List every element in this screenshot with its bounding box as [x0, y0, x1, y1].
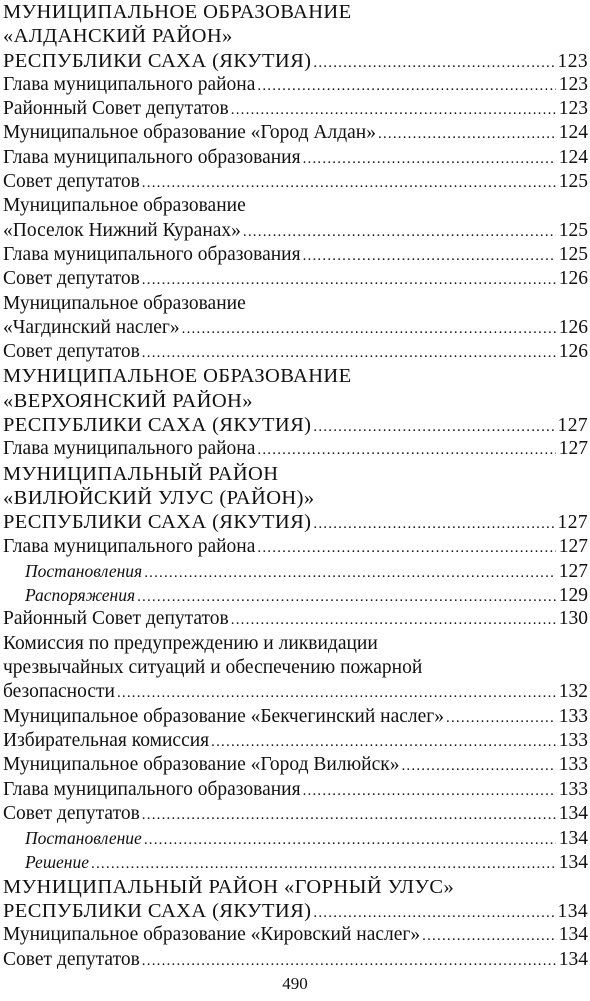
dot-leader	[144, 828, 556, 852]
toc-entry-title: Глава муниципального образования	[3, 243, 301, 265]
toc-entry	[3, 680, 588, 704]
toc-page-number: 133	[558, 729, 588, 751]
dot-leader	[243, 220, 556, 244]
toc-page-number: 134	[558, 924, 588, 946]
toc-entry	[3, 729, 588, 753]
toc-page-number: 126	[558, 341, 588, 363]
dot-leader	[313, 901, 554, 925]
toc-entry	[3, 146, 588, 170]
toc-entry	[3, 437, 588, 461]
toc-entry	[3, 948, 588, 972]
toc-heading-line	[3, 486, 588, 510]
toc-page-number: 127	[557, 512, 588, 534]
toc-entry	[3, 802, 588, 826]
toc-entry	[3, 923, 588, 947]
toc-entry-title: Муниципальное образование	[3, 195, 246, 217]
dot-leader	[257, 74, 555, 98]
toc-page-number: 133	[558, 705, 588, 727]
toc-entry-title: РЕСПУБЛИКИ САХА (ЯКУТИЯ)	[3, 511, 312, 534]
toc-entry-title: Муниципальное образование «Город Алдан»	[3, 122, 376, 144]
toc-entry	[3, 340, 588, 364]
toc-entry-title: РЕСПУБЛИКИ САХА (ЯКУТИЯ)	[3, 49, 312, 72]
toc-page-number: 132	[558, 681, 588, 703]
toc-page-number: 123	[558, 73, 588, 95]
toc-heading-line	[3, 364, 588, 388]
toc-entry-title: «АЛДАНСКИЙ РАЙОН»	[3, 25, 233, 48]
dot-leader	[378, 122, 556, 146]
toc-page-number: 130	[558, 608, 588, 630]
toc-page-number: 129	[558, 585, 588, 607]
toc-entry	[3, 97, 588, 121]
toc-entry-title: Глава муниципального района	[3, 535, 256, 557]
dot-leader	[446, 706, 556, 730]
toc-entry-title: Постановления	[25, 560, 143, 581]
toc-entry	[3, 535, 588, 559]
table-of-contents	[3, 0, 588, 972]
toc-entry-title: МУНИЦИПАЛЬНОЕ ОБРАЗОВАНИЕ	[3, 365, 352, 388]
toc-entry-title: «Чагдинский наслег»	[3, 316, 180, 338]
toc-entry	[3, 73, 588, 97]
dot-leader	[313, 415, 554, 439]
toc-entry	[3, 219, 588, 243]
toc-page-number: 125	[558, 171, 588, 193]
toc-page-number: 133	[558, 778, 588, 800]
dot-leader	[303, 779, 556, 803]
toc-page-number: 134	[558, 802, 588, 824]
toc-page-number: 126	[558, 268, 588, 290]
toc-entry	[3, 267, 588, 291]
toc-entry-title: Решение	[25, 852, 90, 873]
toc-heading-line	[3, 899, 588, 923]
toc-entry-title: Совет депутатов	[3, 171, 140, 193]
toc-entry	[3, 632, 588, 656]
toc-entry-title: Глава муниципального района	[3, 73, 256, 95]
toc-page-number: 127	[558, 560, 588, 582]
toc-heading-line	[3, 49, 588, 73]
toc-entry-title: Постановление	[25, 828, 142, 849]
toc-entry	[3, 170, 588, 194]
dot-leader	[144, 561, 556, 585]
toc-page-number: 125	[558, 243, 588, 265]
toc-subentry	[3, 559, 588, 583]
toc-entry	[3, 121, 588, 145]
toc-page-number: 124	[558, 146, 588, 168]
toc-entry	[3, 607, 588, 631]
toc-entry-title: Муниципальное образование «Город Вилюйск»	[3, 754, 400, 776]
dot-leader	[211, 730, 556, 754]
toc-heading-line	[3, 875, 588, 899]
dot-leader	[422, 924, 556, 948]
dot-leader	[117, 681, 556, 705]
toc-entry	[3, 292, 588, 316]
toc-page-number: 124	[558, 122, 588, 144]
toc-entry-title: РЕСПУБЛИКИ САХА (ЯКУТИЯ)	[3, 899, 312, 922]
toc-subentry	[3, 583, 588, 607]
toc-page-number: 125	[558, 219, 588, 241]
toc-entry-title: МУНИЦИПАЛЬНЫЙ РАЙОН	[3, 462, 279, 485]
toc-entry-title: Совет депутатов	[3, 268, 140, 290]
toc-page-number: 134	[558, 948, 588, 970]
toc-page-number: 126	[558, 316, 588, 338]
toc-entry-title: Глава муниципального образования	[3, 146, 301, 168]
dot-leader	[142, 949, 556, 973]
toc-page-number: 127	[558, 438, 588, 460]
toc-entry-title: Избирательная комиссия	[3, 729, 210, 751]
toc-page-number: 133	[558, 754, 588, 776]
toc-subentry	[3, 850, 588, 874]
toc-entry-title: Глава муниципального образования	[3, 778, 301, 800]
toc-entry-title: «Поселок Нижний Куранах»	[3, 219, 241, 241]
toc-heading-line	[3, 413, 588, 437]
toc-entry	[3, 656, 588, 680]
toc-page-number: 134	[557, 900, 588, 922]
toc-entry-title: Комиссия по предупреждению и ликвидации	[3, 632, 378, 654]
toc-heading-line	[3, 510, 588, 534]
dot-leader	[142, 268, 556, 292]
dot-leader	[231, 608, 556, 632]
dot-leader	[231, 98, 556, 122]
toc-entry	[3, 316, 588, 340]
dot-leader	[401, 754, 555, 778]
toc-page-number: 134	[558, 852, 588, 874]
dot-leader	[303, 244, 556, 268]
toc-page-number: 134	[558, 828, 588, 850]
dot-leader	[303, 147, 556, 171]
dot-leader	[142, 803, 556, 827]
dot-leader	[257, 536, 555, 560]
toc-entry-title: Районный Совет депутатов	[3, 608, 229, 630]
toc-entry-title: Муниципальное образование «Бекчегинский наслег»	[3, 705, 445, 727]
toc-entry-title: Муниципальное образование	[3, 292, 246, 314]
dot-leader	[182, 317, 556, 341]
toc-entry-title: «ВИЛЮЙСКИЙ УЛУС (РАЙОН)»	[3, 486, 315, 509]
toc-page-number: 127	[558, 535, 588, 557]
dot-leader	[137, 585, 556, 609]
toc-entry-title: РЕСПУБЛИКИ САХА (ЯКУТИЯ)	[3, 414, 312, 437]
toc-entry-title: «ВЕРХОЯНСКИЙ РАЙОН»	[3, 389, 253, 412]
toc-entry	[3, 194, 588, 218]
toc-subentry	[3, 826, 588, 850]
toc-entry-title: Муниципальное образование «Кировский наслег»	[3, 924, 421, 946]
toc-heading-line	[3, 389, 588, 413]
dot-leader	[142, 341, 556, 365]
toc-entry-title: Совет депутатов	[3, 948, 140, 970]
toc-heading-line	[3, 462, 588, 486]
toc-heading-line	[3, 24, 588, 48]
toc-entry-title: МУНИЦИПАЛЬНОЕ ОБРАЗОВАНИЕ	[3, 1, 352, 23]
toc-entry	[3, 778, 588, 802]
toc-entry	[3, 243, 588, 267]
toc-entry-title: чрезвычайных ситуаций и обеспечению пожарной	[3, 657, 423, 679]
page-number: 490	[282, 974, 308, 993]
dot-leader	[142, 171, 556, 195]
toc-entry-title: Совет депутатов	[3, 341, 140, 363]
dot-leader	[313, 512, 554, 536]
toc-entry-title: Районный Совет депутатов	[3, 98, 229, 120]
dot-leader	[257, 438, 555, 462]
toc-page-number: 123	[557, 50, 588, 72]
toc-entry-title: МУНИЦИПАЛЬНЫЙ РАЙОН «ГОРНЫЙ УЛУС»	[3, 875, 455, 898]
toc-heading-line	[3, 0, 588, 24]
toc-entry	[3, 753, 588, 777]
toc-entry	[3, 705, 588, 729]
toc-entry-title: Распоряжения	[25, 585, 136, 606]
toc-page-number: 127	[557, 415, 588, 437]
dot-leader	[313, 51, 554, 75]
dot-leader	[91, 852, 556, 876]
toc-page-number: 123	[558, 98, 588, 120]
toc-entry-title: Глава муниципального района	[3, 438, 256, 460]
toc-entry-title: Совет депутатов	[3, 802, 140, 824]
toc-entry-title: безопасности	[3, 681, 115, 703]
